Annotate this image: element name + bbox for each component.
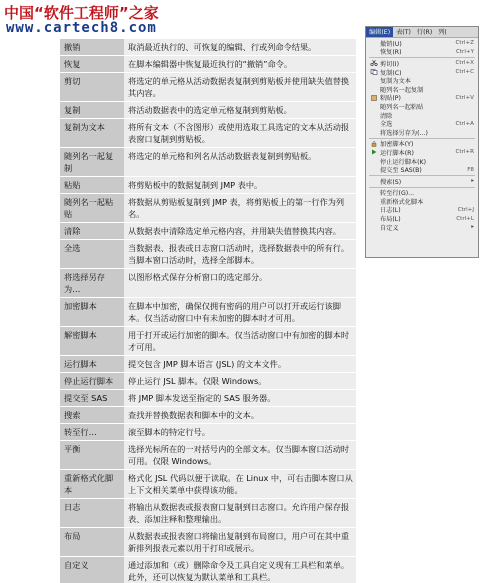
command-name: 停止运行脚本 [60,373,124,390]
table-row [60,177,356,194]
command-name: 布局 [60,528,124,557]
command-name: 搜索 [60,407,124,424]
menu-item[interactable] [366,68,478,77]
command-name: 恢复 [60,56,124,73]
menu-item[interactable] [366,39,478,48]
menu-item[interactable] [366,59,478,68]
command-description: 停止运行 JSL 脚本。仅限 Windows。 [124,373,356,390]
command-description: 在脚本中加密，确保仅拥有密码的用户可以打开或运行该脚本。仅当活动窗口中有未加密的脚本时才可用。 [124,298,356,327]
command-description: 从数据表中清除选定单元格内容，并用缺失值替换其内容。 [124,223,356,240]
menu-item[interactable] [366,148,478,157]
menu-item-shortcut: ▸ [471,178,474,185]
command-name: 将选择另存为… [60,269,124,298]
command-name: 运行脚本 [60,356,124,373]
table-row [60,194,356,223]
table-row [60,424,356,441]
command-description: 将剪贴板中的数据复制到 JMP 表中。 [124,177,356,194]
watermark-title: 中国“软件工程师”之家 [4,4,159,22]
command-name: 粘贴 [60,177,124,194]
menu-item-label: 恢复(R) [380,49,402,57]
command-name: 清除 [60,223,124,240]
menu-item-label: 撤销(U) [380,40,402,48]
command-name: 剪切 [60,73,124,102]
menu-icon-slot [370,224,378,230]
menu-item-label: 复制(C) [380,69,402,77]
menu-bar-item[interactable]: 表(T) [396,29,411,36]
menu-item[interactable] [366,165,478,174]
menu-item[interactable] [366,48,478,57]
menu-item-label: 日志(L) [380,207,401,215]
table-row [60,499,356,528]
command-name: 复制为文本 [60,119,124,148]
command-description: 滚至脚本的特定行号。 [124,424,356,441]
table-row [60,407,356,424]
command-description: 格式化 JSL 代码以便于读取。在 Linux 中，可右击脚本窗口从上下文相关菜单中获得该功能。 [124,470,356,499]
menu-item-label: 自定义 [380,224,399,232]
menu-item-shortcut: ▸ [471,224,474,231]
menu-icon-slot [370,190,378,196]
table-row [60,39,356,56]
command-description: 将选定的单元格从活动数据表复制到剪贴板并使用缺失值替换其内容。 [124,73,356,102]
menu-bar-item[interactable]: 行(R) [416,29,433,36]
command-name: 随列名一起复制 [60,148,124,177]
menu-icon-slot [370,198,378,204]
command-name: 撤销 [60,39,124,56]
table-row [60,102,356,119]
menu-item-label: 转至行(G)... [380,190,415,198]
menu-item[interactable] [366,119,478,128]
menu-item-shortcut: F8 [467,166,474,173]
command-name: 全选 [60,240,124,269]
table-row [60,390,356,407]
menu-item-label: 提交至 SAS(B) [380,167,422,175]
command-description: 提交包含 JMP 脚本语言 (JSL) 的文本文件。 [124,356,356,373]
copy-icon [370,69,378,75]
command-table [60,39,356,583]
menu-item[interactable] [366,189,478,198]
command-name: 自定义 [60,557,124,583]
menu-item[interactable] [366,214,478,223]
menu-item[interactable] [366,102,478,111]
command-description: 以图形格式保存分析窗口的选定部分。 [124,269,356,298]
run-icon [370,149,378,155]
lock-icon [370,141,378,147]
paste-icon [370,95,378,101]
menu-item-label: 粘贴(P) [380,95,401,103]
command-name: 随列名一起粘贴 [60,194,124,223]
table-row [60,223,356,240]
menu-item[interactable] [366,128,478,137]
table-row [60,240,356,269]
menu-icon-slot [370,167,378,173]
table-row [60,73,356,102]
menu-icon-slot [370,207,378,213]
menu-item-label: 全选 [380,121,393,129]
scissors-icon [370,60,378,66]
command-name: 复制 [60,102,124,119]
table-row [60,528,356,557]
menu-item[interactable] [366,177,478,186]
menu-item[interactable] [366,111,478,120]
command-description: 通过添加和（或）删除命令及工具自定义现有工具栏和菜单。此外，还可以恢复为默认菜单和工具栏。 [124,557,356,583]
menu-item[interactable] [366,85,478,94]
menu-item-label: 布局(L) [380,216,401,224]
table-row [60,470,356,499]
menu-item-shortcut: Ctrl+A [455,120,474,127]
menu-icon-slot [370,78,378,84]
menu-item-shortcut: Ctrl+Z [455,40,474,47]
menu-item[interactable] [366,223,478,232]
command-description: 将所有文本（不含图形）或使用选取工具选定的文本从活动报表窗口复制到剪贴板。 [124,119,356,148]
menu-item[interactable] [366,140,478,149]
command-description: 将 JMP 脚本发送至指定的 SAS 服务器。 [124,390,356,407]
command-name: 加密脚本 [60,298,124,327]
command-name: 提交至 SAS [60,390,124,407]
menu-bar-item[interactable]: 编辑(E) [366,27,393,37]
table-row [60,441,356,470]
edit-menu-panel [365,26,479,258]
command-description: 取消最近执行的、可恢复的编辑、行或列命令结果。 [124,39,356,56]
menu-item[interactable] [366,206,478,215]
menu-bar-item[interactable]: 列( [438,29,447,36]
menu-item-label: 重新格式化脚本 [380,198,424,206]
menu-icon-slot [370,112,378,118]
menu-item-label: 将选择另存为(...) [380,129,428,137]
menu-icon-slot [370,86,378,92]
menu-item-shortcut: Ctrl+L [456,215,474,222]
menu-icon-slot [370,216,378,222]
menu-icon-slot [370,129,378,135]
menu-item[interactable] [366,94,478,103]
menu-item-label: 剪切(I) [380,60,400,68]
menu-item-shortcut: Ctrl+V [455,94,474,101]
menu-item-label: 停止运行脚本(K) [380,158,427,166]
command-name: 解密脚本 [60,327,124,356]
menu-item-label: 复制为文本 [380,78,411,86]
table-row [60,356,356,373]
command-description: 选择光标所在的一对括号内的全部文本。仅当脚本窗口活动时可用。仅限 Windows。 [124,441,356,470]
menu-icon-slot [370,158,378,164]
menu-item-shortcut: Ctrl+X [455,60,474,67]
menu-item-shortcut: Ctrl+C [455,69,474,76]
menu-icon-slot [370,178,378,184]
menu-item[interactable] [366,157,478,166]
command-description: 从数据表或报表窗口将输出复制到布局窗口，用户可在其中重新排列报表元素以用于打印或展示。 [124,528,356,557]
table-row [60,269,356,298]
menu-item-shortcut: Ctrl+R [455,149,474,156]
menu-item-label: 随列名一起复制 [380,86,424,94]
table-row [60,373,356,390]
menu-item-shortcut: Ctrl+J [457,206,474,213]
watermark-url: www.cartech8.com [6,20,157,36]
table-row [60,56,356,73]
table-row [60,119,356,148]
menu-item-label: 清除 [380,112,393,120]
command-description: 将活动数据表中的选定单元格复制到剪贴板。 [124,102,356,119]
menu-icon-slot [370,49,378,55]
menu-item[interactable] [366,197,478,206]
menu-item-shortcut: Ctrl+Y [455,48,474,55]
command-name: 重新格式化脚本 [60,470,124,499]
command-name: 转至行… [60,424,124,441]
menu-item-label: 搜索(S) [380,178,402,186]
menu-bar [366,27,478,38]
menu-list [366,38,478,232]
menu-icon-slot [370,121,378,127]
command-description: 当数据表、报表或日志窗口活动时，选择数据表中的所有行。当脚本窗口活动时，选择全部脚本。 [124,240,356,269]
command-name: 日志 [60,499,124,528]
watermark [4,2,184,42]
table-row [60,557,356,583]
table-row [60,327,356,356]
table-row [60,298,356,327]
command-description: 将选定的单元格和列名从活动数据表复制到剪贴板。 [124,148,356,177]
menu-item-label: 运行脚本(R) [380,149,414,157]
command-description: 查找并替换数据表和脚本中的文本。 [124,407,356,424]
command-description: 将数据从剪贴板复制到 JMP 表，将剪贴板上的第一行作为列名。 [124,194,356,223]
menu-item-label: 加密脚本(Y) [380,141,414,149]
command-name: 平衡 [60,441,124,470]
table-row [60,148,356,177]
command-description: 将输出从数据表或报表窗口复制到日志窗口。允许用户保存报表、添加注释和整理输出。 [124,499,356,528]
menu-icon-slot [370,103,378,109]
menu-item-label: 随列名一起粘贴 [380,103,424,111]
command-description: 用于打开或运行加密的脚本。仅当活动窗口中有加密的脚本时才可用。 [124,327,356,356]
menu-item[interactable] [366,76,478,85]
command-description: 在脚本编辑器中恢复最近执行的“撤销”命令。 [124,56,356,73]
menu-icon-slot [370,40,378,46]
